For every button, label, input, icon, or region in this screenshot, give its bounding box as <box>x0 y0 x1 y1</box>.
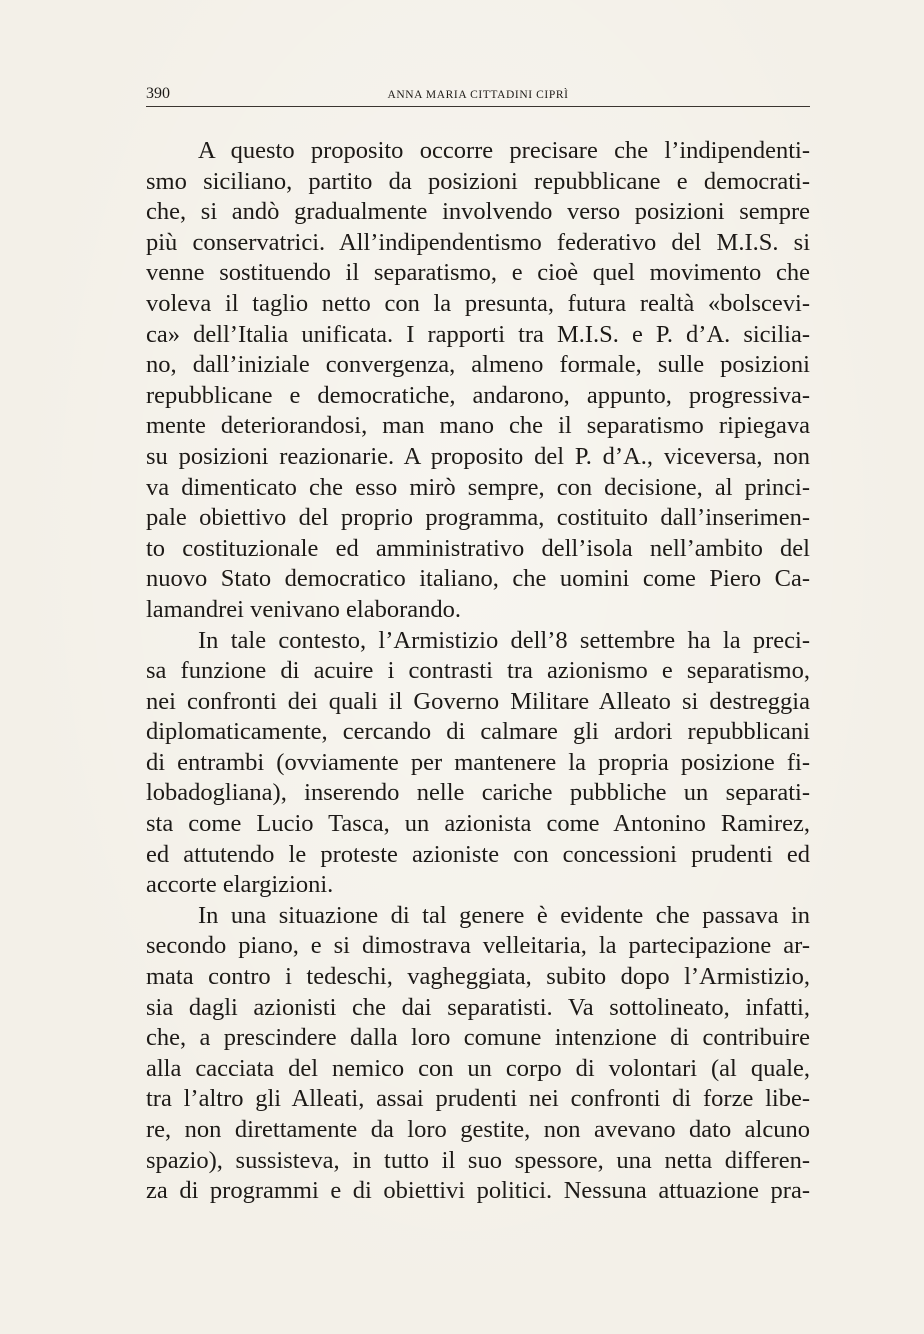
text-line: mente deteriorandosi, man mano che il separatismo ripiegava <box>146 412 810 440</box>
text-line: alla cacciata del nemico con un corpo di volontari (al quale, <box>146 1054 810 1082</box>
text-line: sta come Lucio Tasca, un azionista come Antonino Ramirez, <box>146 810 810 838</box>
body-text <box>146 136 810 1207</box>
text-line: diplomaticamente, cercando di calmare gli ardori repubblicani <box>146 718 810 746</box>
text-line: to costituzionale ed amministrativo dell’isola nell’ambito del <box>146 534 810 562</box>
text-line: va dimenticato che esso mirò sempre, con decisione, al princi- <box>146 473 810 501</box>
running-head: ANNA MARIA CITTADINI CIPRÌ <box>387 89 569 101</box>
text-line: ca» dell’Italia unificata. I rapporti tra M.I.S. e P. d’A. sicilia- <box>146 320 810 348</box>
text-line: mata contro i tedeschi, vagheggiata, subito dopo l’Armistizio, <box>146 963 810 991</box>
text-line: tra l’altro gli Alleati, assai prudenti nei confronti di forze libe- <box>146 1085 810 1113</box>
text-line: ed attutendo le proteste azioniste con concessioni prudenti ed <box>146 840 810 868</box>
text-line: che, si andò gradualmente involvendo verso posizioni sempre <box>146 198 810 226</box>
text-line: pale obiettivo del proprio programma, costituito dall’inserimen- <box>146 504 810 532</box>
text-line: nuovo Stato democratico italiano, che uomini come Piero Ca- <box>146 565 810 593</box>
text-line: In una situazione di tal genere è evidente che passava in <box>198 901 810 929</box>
text-line: lamandrei venivano elaborando. <box>146 595 461 623</box>
text-line: venne sostituendo il separatismo, e cioè quel movimento che <box>146 259 810 287</box>
text-line: sa funzione di acuire i contrasti tra azionismo e separatismo, <box>146 657 810 685</box>
text-line: lobadogliana), inserendo nelle cariche pubbliche un separati- <box>146 779 810 807</box>
text-line: nei confronti dei quali il Governo Militare Alleato si destreggia <box>146 687 810 715</box>
text-line: spazio), sussisteva, in tutto il suo spessore, una netta differen- <box>146 1146 810 1174</box>
text-line: accorte elargizioni. <box>146 871 334 899</box>
text-line: che, a prescindere dalla loro comune intenzione di contribuire <box>146 1024 810 1052</box>
text-line: repubblicane e democratiche, andarono, appunto, progressiva- <box>146 381 810 409</box>
text-line: voleva il taglio netto con la presunta, futura realtà «bolscevi- <box>146 289 810 317</box>
text-line: più conservatrici. All’indipendentismo federativo del M.I.S. si <box>146 228 810 256</box>
text-line: di entrambi (ovviamente per mantenere la propria posizione fi- <box>146 748 810 776</box>
text-line: za di programmi e di obiettivi politici. Nessuna attuazione pra- <box>146 1177 810 1205</box>
text-line: A questo proposito occorre precisare che l’indipendenti- <box>198 137 810 164</box>
page-header <box>146 84 810 107</box>
text-line: su posizioni reazionarie. A proposito del P. d’A., viceversa, non <box>146 442 810 470</box>
text-line: no, dall’iniziale convergenza, almeno formale, sulle posizioni <box>146 351 810 379</box>
page-number: 390 <box>146 85 170 102</box>
text-line: smo siciliano, partito da posizioni repubblicane e democrati- <box>146 167 810 195</box>
text-line: In tale contesto, l’Armistizio dell’8 settembre ha la preci- <box>198 626 810 654</box>
text-line: re, non direttamente da loro gestite, non avevano dato alcuno <box>146 1116 810 1143</box>
text-line: sia dagli azionisti che dai separatisti. Va sottolineato, infatti, <box>146 993 810 1021</box>
text-line: secondo piano, e si dimostrava velleitaria, la partecipazione ar- <box>146 932 810 960</box>
